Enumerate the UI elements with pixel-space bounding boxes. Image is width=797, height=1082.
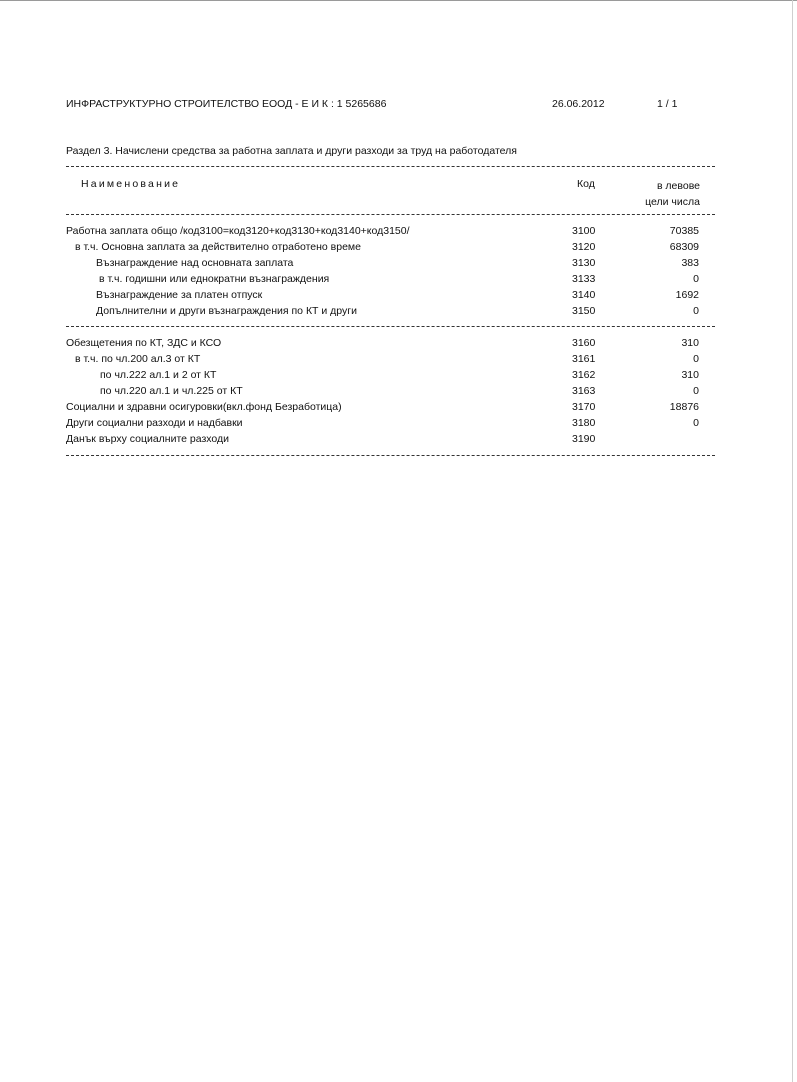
- table-row: [66, 303, 715, 319]
- row-name: в т.ч. Основна заплата за действително отработено време: [75, 241, 361, 253]
- row-name: Допълнителни и други възнаграждения по КТ и други: [96, 305, 357, 317]
- row-name: в т.ч. годишни или еднократни възнаграждения: [99, 273, 330, 285]
- table-rule-bottom: [66, 455, 715, 456]
- row-name: Възнаграждение над основната заплата: [96, 257, 294, 269]
- company-name: ИНФРАСТРУКТУРНО СТРОИТЕЛСТВО ЕООД - Е И К : 1 5265686: [66, 98, 387, 110]
- row-name: Социални и здравни осигуровки(вкл.фонд Безработица): [66, 401, 342, 413]
- row-code: 3190: [572, 433, 596, 445]
- row-value: 310: [681, 337, 699, 349]
- row-value: 1692: [675, 289, 699, 301]
- row-code: 3163: [572, 385, 596, 397]
- table-rule-top: [66, 166, 715, 167]
- column-header-units-line2: цели числа: [645, 196, 700, 208]
- table-row: [66, 383, 715, 399]
- column-header-code: Код: [577, 178, 595, 190]
- row-code: 3161: [572, 353, 596, 365]
- page-top-border: [0, 0, 797, 1]
- table-rule-header: [66, 214, 715, 215]
- row-code: 3120: [572, 241, 596, 253]
- page-number: 1 / 1: [657, 98, 678, 110]
- row-name: Други социални разходи и надбавки: [66, 417, 243, 429]
- row-value: 70385: [669, 225, 699, 237]
- row-value: 68309: [669, 241, 699, 253]
- row-name: Обезщетения по КТ, ЗДС и КСО: [66, 337, 222, 349]
- row-value: 383: [681, 257, 699, 269]
- row-code: 3170: [572, 401, 596, 413]
- row-value: 18876: [669, 401, 699, 413]
- table-row: [66, 431, 715, 447]
- row-code: 3150: [572, 305, 596, 317]
- table-row: [66, 399, 715, 415]
- table-row: [66, 255, 715, 271]
- row-name: в т.ч. по чл.200 ал.3 от КТ: [75, 353, 201, 365]
- row-value: 310: [681, 369, 699, 381]
- column-header-name: Наименование: [81, 178, 181, 190]
- section-title: Раздел 3. Начислени средства за работна заплата и други разходи за труд на работодателя: [66, 145, 517, 157]
- row-code: 3133: [572, 273, 596, 285]
- table-row: [66, 287, 715, 303]
- row-name: по чл.220 ал.1 и чл.225 от КТ: [100, 385, 243, 397]
- table-row: [66, 271, 715, 287]
- column-header-units: [645, 178, 700, 210]
- table-row: [66, 335, 715, 351]
- row-name: Възнаграждение за платен отпуск: [96, 289, 263, 301]
- report-date: 26.06.2012: [552, 98, 605, 110]
- row-code: 3100: [572, 225, 596, 237]
- table-rule-middle: [66, 326, 715, 327]
- row-name: Работна заплата общо /код3100=код3120+код3130+код3140+код3150/: [66, 225, 410, 237]
- row-value: 0: [693, 353, 699, 365]
- table-row: [66, 351, 715, 367]
- row-code: 3140: [572, 289, 596, 301]
- row-value: 0: [693, 417, 699, 429]
- row-value: 0: [693, 273, 699, 285]
- row-name: по чл.222 ал.1 и 2 от КТ: [100, 369, 217, 381]
- row-value: 0: [693, 385, 699, 397]
- row-code: 3160: [572, 337, 596, 349]
- page-right-border: [792, 0, 793, 1082]
- table-row: [66, 239, 715, 255]
- row-code: 3130: [572, 257, 596, 269]
- table-row: [66, 223, 715, 239]
- column-header-units-line1: в левове: [656, 180, 700, 192]
- row-code: 3180: [572, 417, 596, 429]
- row-code: 3162: [572, 369, 596, 381]
- row-name: Данък върху социалните разходи: [66, 433, 230, 445]
- table-row: [66, 415, 715, 431]
- row-value: 0: [693, 305, 699, 317]
- table-row: [66, 367, 715, 383]
